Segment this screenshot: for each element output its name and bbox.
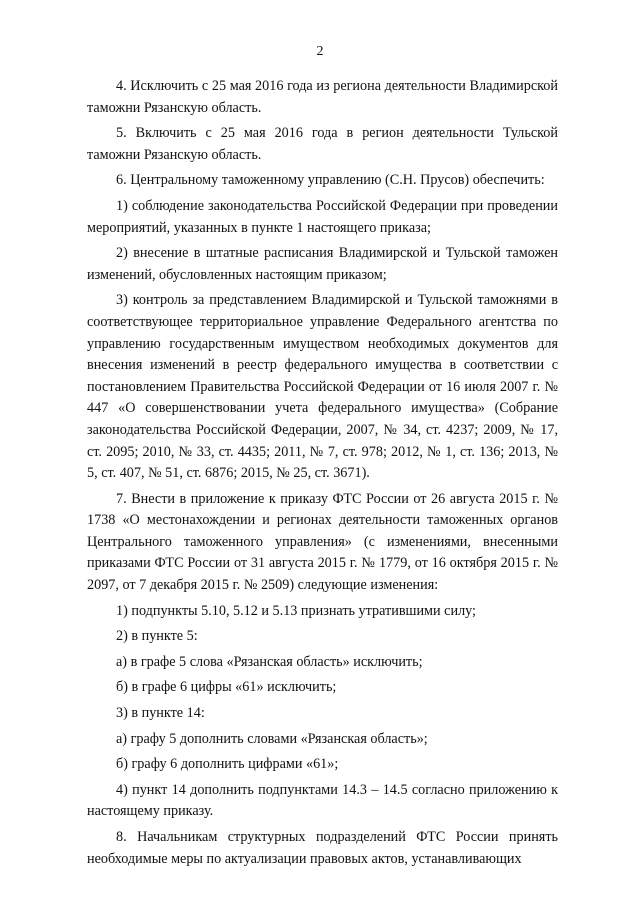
paragraph-subitem-7-1: 1) подпункты 5.10, 5.12 и 5.13 признать утратившими силу; (116, 602, 476, 619)
paragraph-subitem-6-2: 2) внесение в штатные расписания Владимирской и Тульской таможен изменений, обусловленных настоящим приказом; (87, 245, 558, 283)
paragraph-subitem-6-3: 3) контроль за представлением Владимирской и Тульской таможнями в соответствующее территориальное управление Федерального агентства по управлению государственным имуществом необходимых документов для внесения изменений в реестр федерального имущества в соответствии с постановлением Правительства Российской Федерации от 16 июля 2007 г. № 447 «О совершенствовании учета федерального имущества» (Собрание законодательства Российской Федерации, 2007, № 34, ст. 4237; 2009, № 17, ст. 2095; 2010, № 33, ст. 4435; 2011, № 7, ст. 978; 2012, № 1, ст. 136; 2013, № 5, ст. 407, № 51, ст. 6876; 2015, № 25, ст. 3671). (87, 292, 558, 482)
paragraph-subitem-7-2a: а) в графе 5 слова «Рязанская область» исключить; (116, 653, 423, 670)
paragraph-subitem-7-3: 3) в пункте 14: (116, 705, 205, 722)
paragraph-subitem-6-1: 1) соблюдение законодательства Российской Федерации при проведении мероприятий, указанных в пункте 1 настоящего приказа; (87, 197, 558, 236)
paragraph-item-4: 4. Исключить с 25 мая 2016 года из региона деятельности Владимирской таможни Рязанскую область. (87, 78, 558, 116)
paragraph-subitem-7-4: 4) пункт 14 дополнить подпунктами 14.3 – 14.5 согласно приложению к настоящему приказу. (87, 781, 558, 820)
paragraph-item-5: 5. Включить с 25 мая 2016 года в регион деятельности Тульской таможни Рязанскую область. (87, 125, 558, 163)
paragraph-subitem-7-3b: б) графу 6 дополнить цифрами «61»; (116, 756, 339, 773)
paragraph-subitem-7-2b: б) в графе 6 цифры «61» исключить; (116, 679, 337, 696)
paragraph-subitem-7-2: 2) в пункте 5: (116, 628, 198, 645)
page-number: 2 (316, 44, 324, 59)
paragraph-item-7: 7. Внести в приложение к приказу ФТС России от 26 августа 2015 г. № 1738 «О местонахождении и регионах деятельности таможенных органов Центрального таможенного управления» (с изменениями, внесенными приказами ФТС России от 31 августа 2015 г. № 1779, от 16 октября 2015 г. № 2097, от 7 декабря 2015 г. № 2509) следующие изменения: (87, 490, 558, 594)
paragraph-item-8: 8. Начальникам структурных подразделений ФТС России принять необходимые меры по актуализации правовых актов, устанавливающих (87, 829, 558, 867)
document-body (87, 76, 558, 870)
paragraph-subitem-7-3a: а) графу 5 дополнить словами «Рязанская область»; (116, 730, 428, 747)
paragraph-item-6: 6. Центральному таможенному управлению (С.Н. Прусов) обеспечить: (116, 172, 545, 189)
